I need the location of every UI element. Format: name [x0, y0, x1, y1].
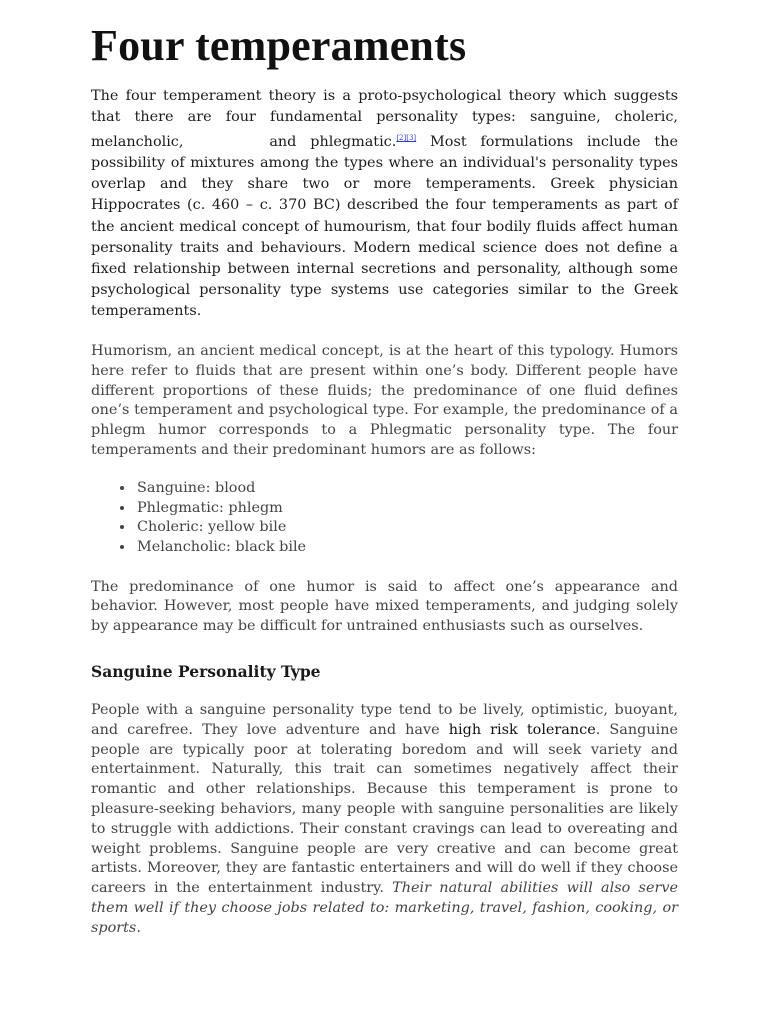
citation-link[interactable]: [2][3]	[396, 134, 417, 143]
sanguine-text-2: . Sanguine people are typically poor at tolerating boredom and will seek variety and entertainment. Naturally, this trait can sometimes negatively affect their romantic and other relationships. Because this temperament is prone to pleasure-seeking behaviors, many people with sanguine personalities are likely to struggle with addictions. Their constant cravings can lead to overeating and weight problems. Sanguine people are very creative and can become great artists. Moreover, they are fantastic entertainers and will do well if they choose careers in the entertainment industry.	[91, 721, 678, 897]
intro-paragraph	[91, 86, 678, 322]
intro-text-2: and phlegmatic.	[269, 134, 397, 151]
list-item: • Choleric: yellow bile	[135, 518, 678, 538]
humorism-paragraph: Humorism, an ancient medical concept, is at the heart of this typology. Humors here refer to fluids that are present within one’s body. Different people have different proportions of these fluids; the predominance of one fluid defines one’s temperament and psychological type. For example, the predominance of a phlegm humor corresponds to a Phlegmatic personality type. The four temperaments and their predominant humors are as follows:	[91, 343, 678, 459]
list-item: • Melancholic: black bile	[135, 538, 678, 558]
page-title: Four temperaments	[91, 21, 467, 70]
intro-text-1: The four temperament theory is a proto-psychological theory which suggests that there are four fundamental personality types: sanguine, choleric, melancholic,	[91, 88, 678, 151]
list-item: • Sanguine: blood	[135, 479, 678, 499]
sanguine-text-end: .	[136, 919, 141, 936]
humors-list	[91, 479, 678, 558]
section-heading-sanguine: Sanguine Personality Type	[91, 662, 321, 682]
sanguine-italic-text: Their natural abilities will also serve them well if they choose jobs related to: marketing, travel, fashion, cooking, or sports	[91, 880, 678, 936]
list-item: • Phlegmatic: phlegm	[135, 499, 678, 519]
risk-tolerance-link[interactable]: high risk tolerance	[448, 721, 596, 738]
sanguine-text-1: People with a sanguine personality type tend to be lively, optimistic, buoyant, and carefree. They love adventure and have	[91, 702, 678, 738]
appearance-paragraph: The predominance of one humor is said to affect one’s appearance and behavior. However, most people have mixed temperaments, and judging solely by appearance may be difficult for untrained enthusiasts such as ourselves.	[91, 578, 678, 635]
sanguine-paragraph	[91, 701, 678, 939]
intro-text-3: Most formulations include the possibility of mixtures among the types where an individual's personality types overlap and they share two or more temperaments. Greek physician Hippocrates (c. 460 – c. 370 BC) described the four temperaments as part of the ancient medical concept of humourism, that four bodily fluids affect human personality traits and behaviours. Modern medical science does not define a fixed relationship between internal secretions and personality, although some psychological personality type systems use categories similar to the Greek temperaments.	[91, 134, 678, 319]
